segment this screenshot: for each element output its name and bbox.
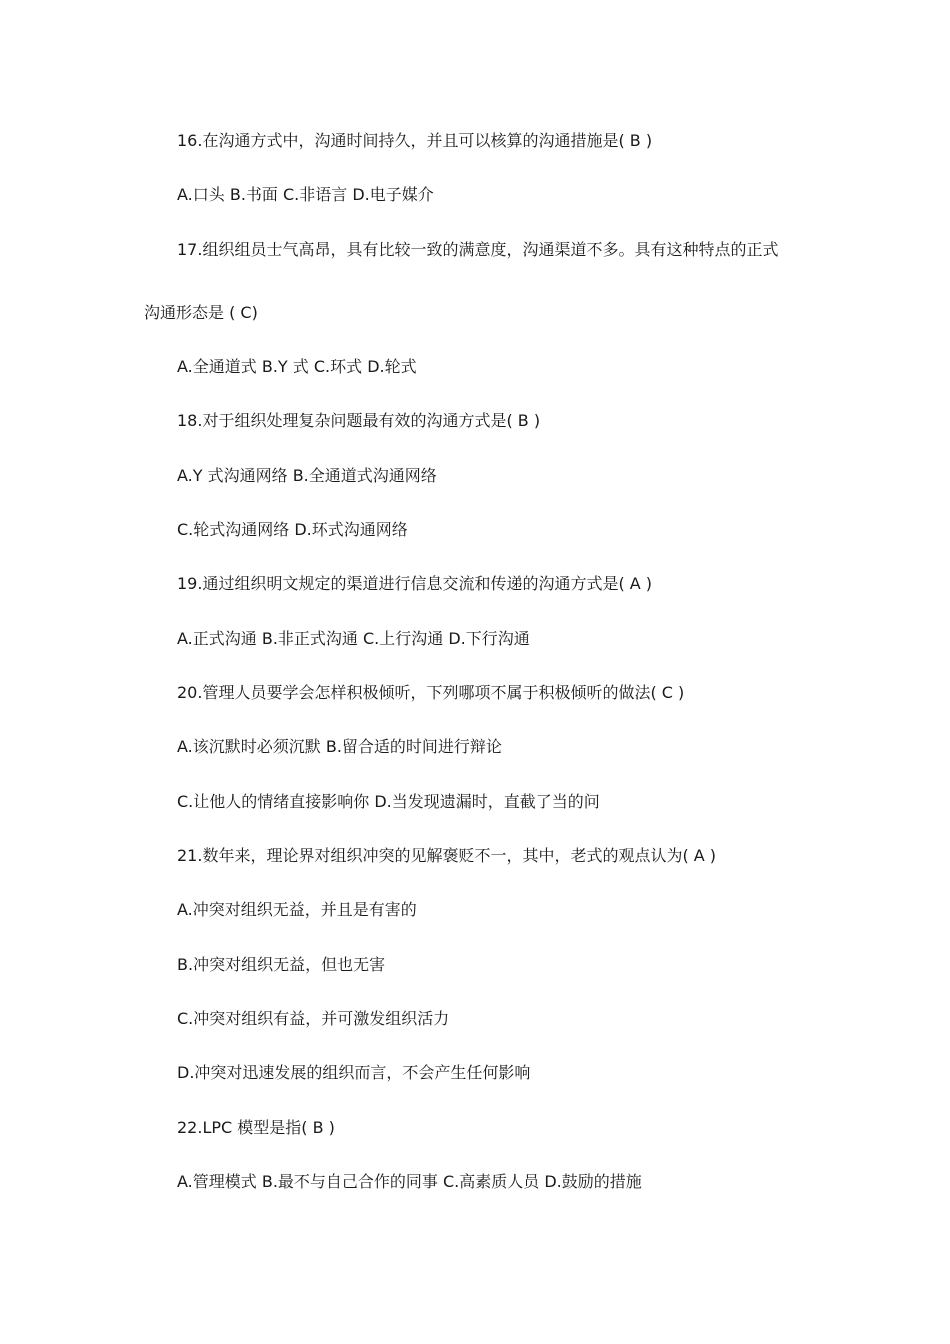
question-21-option-d: D.冲突对迅速发展的组织而言，不会产生任何影响: [177, 1063, 531, 1082]
question-17-text: 17.组织组员士气高昂，具有比较一致的满意度，沟通渠道不多。具有这种特点的正式: [177, 240, 779, 259]
question-18-text: 18.对于组织处理复杂问题最有效的沟通方式是( B ): [177, 411, 541, 430]
question-17-text-continued: 沟通形态是 ( C): [144, 303, 258, 322]
question-16-text: 16.在沟通方式中，沟通时间持久，并且可以核算的沟通措施是( B ): [177, 131, 653, 150]
question-22-text: 22.LPC 模型是指( B ): [177, 1118, 335, 1137]
question-18-options-ab: A.Y 式沟通网络 B.全通道式沟通网络: [177, 466, 437, 485]
question-20-text: 20.管理人员要学会怎样积极倾听，下列哪项不属于积极倾听的做法( C ): [177, 683, 685, 702]
question-19-text: 19.通过组织明文规定的渠道进行信息交流和传递的沟通方式是( A ): [177, 574, 653, 593]
question-20-options-cd: C.让他人的情绪直接影响你 D.当发现遗漏时，直截了当的问: [177, 792, 600, 811]
question-21-text: 21.数年来，理论界对组织冲突的见解褒贬不一，其中，老式的观点认为( A ): [177, 846, 717, 865]
question-19-options: A.正式沟通 B.非正式沟通 C.上行沟通 D.下行沟通: [177, 629, 530, 648]
question-21-option-a: A.冲突对组织无益，并且是有害的: [177, 900, 417, 919]
question-22-options: A.管理模式 B.最不与自己合作的同事 C.高素质人员 D.鼓励的措施: [177, 1172, 642, 1191]
question-21-option-b: B.冲突对组织无益，但也无害: [177, 955, 386, 974]
question-16-options: A.口头 B.书面 C.非语言 D.电子媒介: [177, 185, 434, 204]
question-18-options-cd: C.轮式沟通网络 D.环式沟通网络: [177, 520, 408, 539]
question-21-option-c: C.冲突对组织有益，并可激发组织活力: [177, 1009, 450, 1028]
question-20-options-ab: A.该沉默时必须沉默 B.留合适的时间进行辩论: [177, 737, 502, 756]
question-17-options: A.全通道式 B.Y 式 C.环式 D.轮式: [177, 357, 417, 376]
